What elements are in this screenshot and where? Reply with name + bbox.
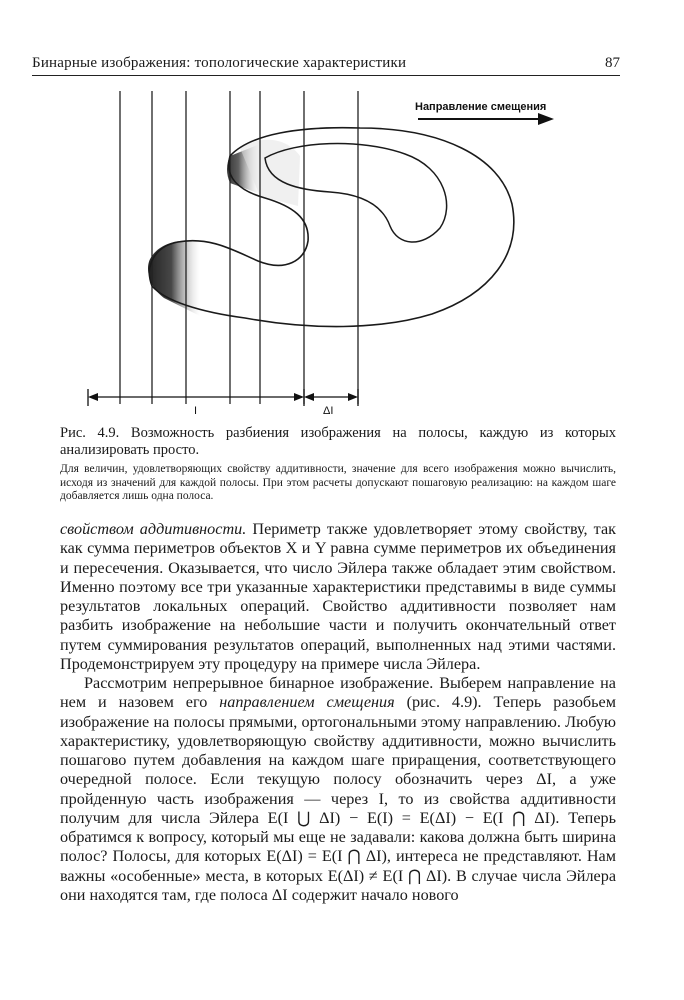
paragraph-2-text-a: Рассмотрим непрерывное бинарное изображение. Выберем направление на нем и назовем его: [60, 674, 616, 712]
figure-note: Для величин, удовлетворяющих свойству аддитивности, значение для всего изображения можно вычислить, исходя из значений для каждой полосы. При этом расчеты допускают пошаговую реализацию: на каждом шаге добавляется лишь одна полоса.: [60, 463, 616, 502]
paragraph-2-text-b: (рис. 4.9). Теперь разобьем изображение на полосы прямыми, ортогональными этому направлению. Любую характеристику, удовлетворяющую свойству аддитивности, можно вычислить пошагово путем добавления на каждом шаге приращения, соответствующего очередной полосе. Если текущую полосу обозначить через ΔI, а уже пройденную часть изображения — через I, то из свойства аддитивности получим для числа Эйлера E(I ⋃ ΔI) − E(I) = E(ΔI) − E(I ⋂ ΔI). Теперь обратимся к вопросу, который мы еще не задавали: какова должна быть ширина полос? Полосы, для которых E(ΔI) = E(I ⋂ ΔI), интереса не представляют. Нам важны «особенные» места, в которых E(ΔI) ≠ E(I ⋂ ΔI). В случае числа Эйлера они находятся там, где полоса ΔI содержит начало нового: [60, 693, 616, 904]
strip-lines: [120, 91, 358, 404]
blob-outline: [149, 128, 513, 327]
header-title: Бинарные изображения: топологические характеристики: [32, 55, 407, 71]
figure-caption: Рис. 4.9. Возможность разбиения изображения на полосы, каждую из которых анализировать просто.: [60, 425, 616, 458]
paragraph-1: [60, 520, 616, 674]
paragraph-1-text: Периметр также удовлетворяет этому свойству, так как сумма периметров объектов X и Y равна сумме периметров их объединения и пересечения. Оказывается, что число Эйлера также обладает этим свойством. Именно поэтому все три указанные характеристики представимы в виде суммы результатов локальных операций. Свойство аддитивности позволяет нам разбить изображение на небольшие части и получить окончательный ответ путем суммирования результатов операций, выполненных над этими частями. Продемонстрируем эту процедуру на примере числа Эйлера.: [60, 520, 616, 673]
label-delta-I: ΔI: [323, 405, 334, 417]
paragraph-2: [60, 674, 616, 905]
running-header: [32, 53, 620, 76]
label-I: I: [194, 405, 198, 417]
term-direction: направлением смещения: [219, 693, 395, 712]
dimension-line: [88, 389, 358, 406]
page-number: 87: [605, 55, 620, 71]
body-text: [60, 520, 616, 905]
figure-4-9: [60, 86, 570, 421]
direction-arrow-icon: [418, 113, 554, 125]
direction-label: Направление смещения: [415, 101, 547, 113]
term-additivity: свойством аддитивности.: [60, 520, 247, 538]
shaded-strip-regions: [148, 140, 300, 316]
